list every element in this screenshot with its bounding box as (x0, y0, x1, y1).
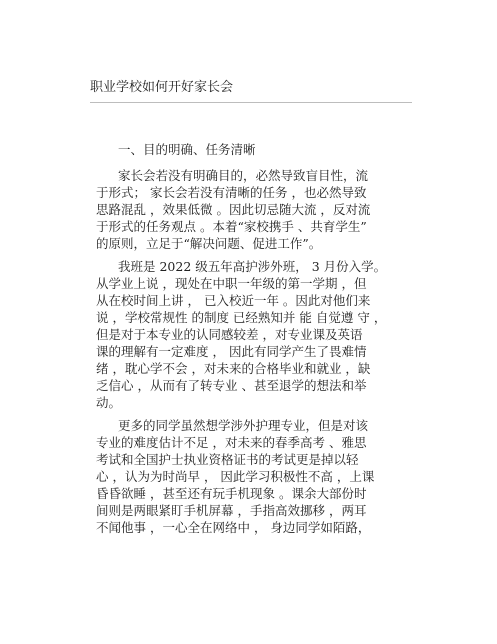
paragraph-line: 思路混乱 ，效果低微 。因此切忌随大流 ，反对流 (96, 202, 371, 217)
paragraph-line: 专业的难度估计不足 ，对未来的春季高考 、雅思 (96, 435, 367, 450)
paragraph-line: 从学业上说 ，现处在中职一年级的第一学期 ，但 (96, 276, 367, 291)
paragraph-line: 考试和全国护士执业资格证书的考试更是掉以轻 (96, 452, 359, 467)
paragraph-line: 但是对于本专业的认同感较差 ，对专业课及英语 (96, 327, 363, 342)
title-divider (90, 102, 412, 103)
paragraph-line: 动。 (96, 395, 122, 410)
paragraph-line: 昏昏欲睡 ，甚至还有玩手机现象 。课余大部份时 (96, 486, 367, 501)
paragraph-line: 课的理解有一定难度 ， 因此有同学产生了畏难情 (96, 344, 367, 359)
document-title: 职业学校如何开好家长会 (90, 80, 234, 95)
paragraph-line: 不闻他事 ，一心全在网络中 ， 身边同学如陌路， (96, 520, 371, 535)
paragraph-line: 绪 ，耽心学不会 ，对未来的合格毕业和就业 ，缺 (96, 361, 371, 376)
paragraph-line: 间则是两眼紧盯手机屏幕 ，手指高效挪移 ，两耳 (96, 503, 367, 518)
paragraph-line: 乏信心 ，从而有了转专业 、甚至退学的想法和举 (96, 378, 367, 393)
paragraph-line: 从在校时间上讲 ， 已入校近一年 。因此对他们来 (96, 293, 371, 308)
paragraph-line: 我班是 2022 级五年高护涉外班， 3 月份入学。 (118, 259, 387, 274)
section-heading: 一、目的明确、任务清晰 (118, 142, 256, 157)
paragraph-line: 家长会若没有明确目的，必然导致盲目性，流 (118, 168, 369, 183)
paragraph-line: 更多的同学虽然想学涉外护理专业，但是对该 (118, 418, 369, 433)
paragraph-line: 说 ，学校常规性 的制度 已经熟知并 能 自觉遵 守 ， (96, 310, 387, 325)
paragraph-line: 于形式的任务观点 。本着“家校携手 、共育学生” (96, 219, 367, 234)
paragraph-line: 于形式； 家长会若没有清晰的任务 ，也必然导致 (96, 185, 367, 200)
paragraph-line: 的原则，立足于“解决问题、促进工作”。 (96, 236, 322, 251)
paragraph-line: 心 ，认为为时尚早 ， 因此学习积极性不高 ，上课 (96, 469, 375, 484)
